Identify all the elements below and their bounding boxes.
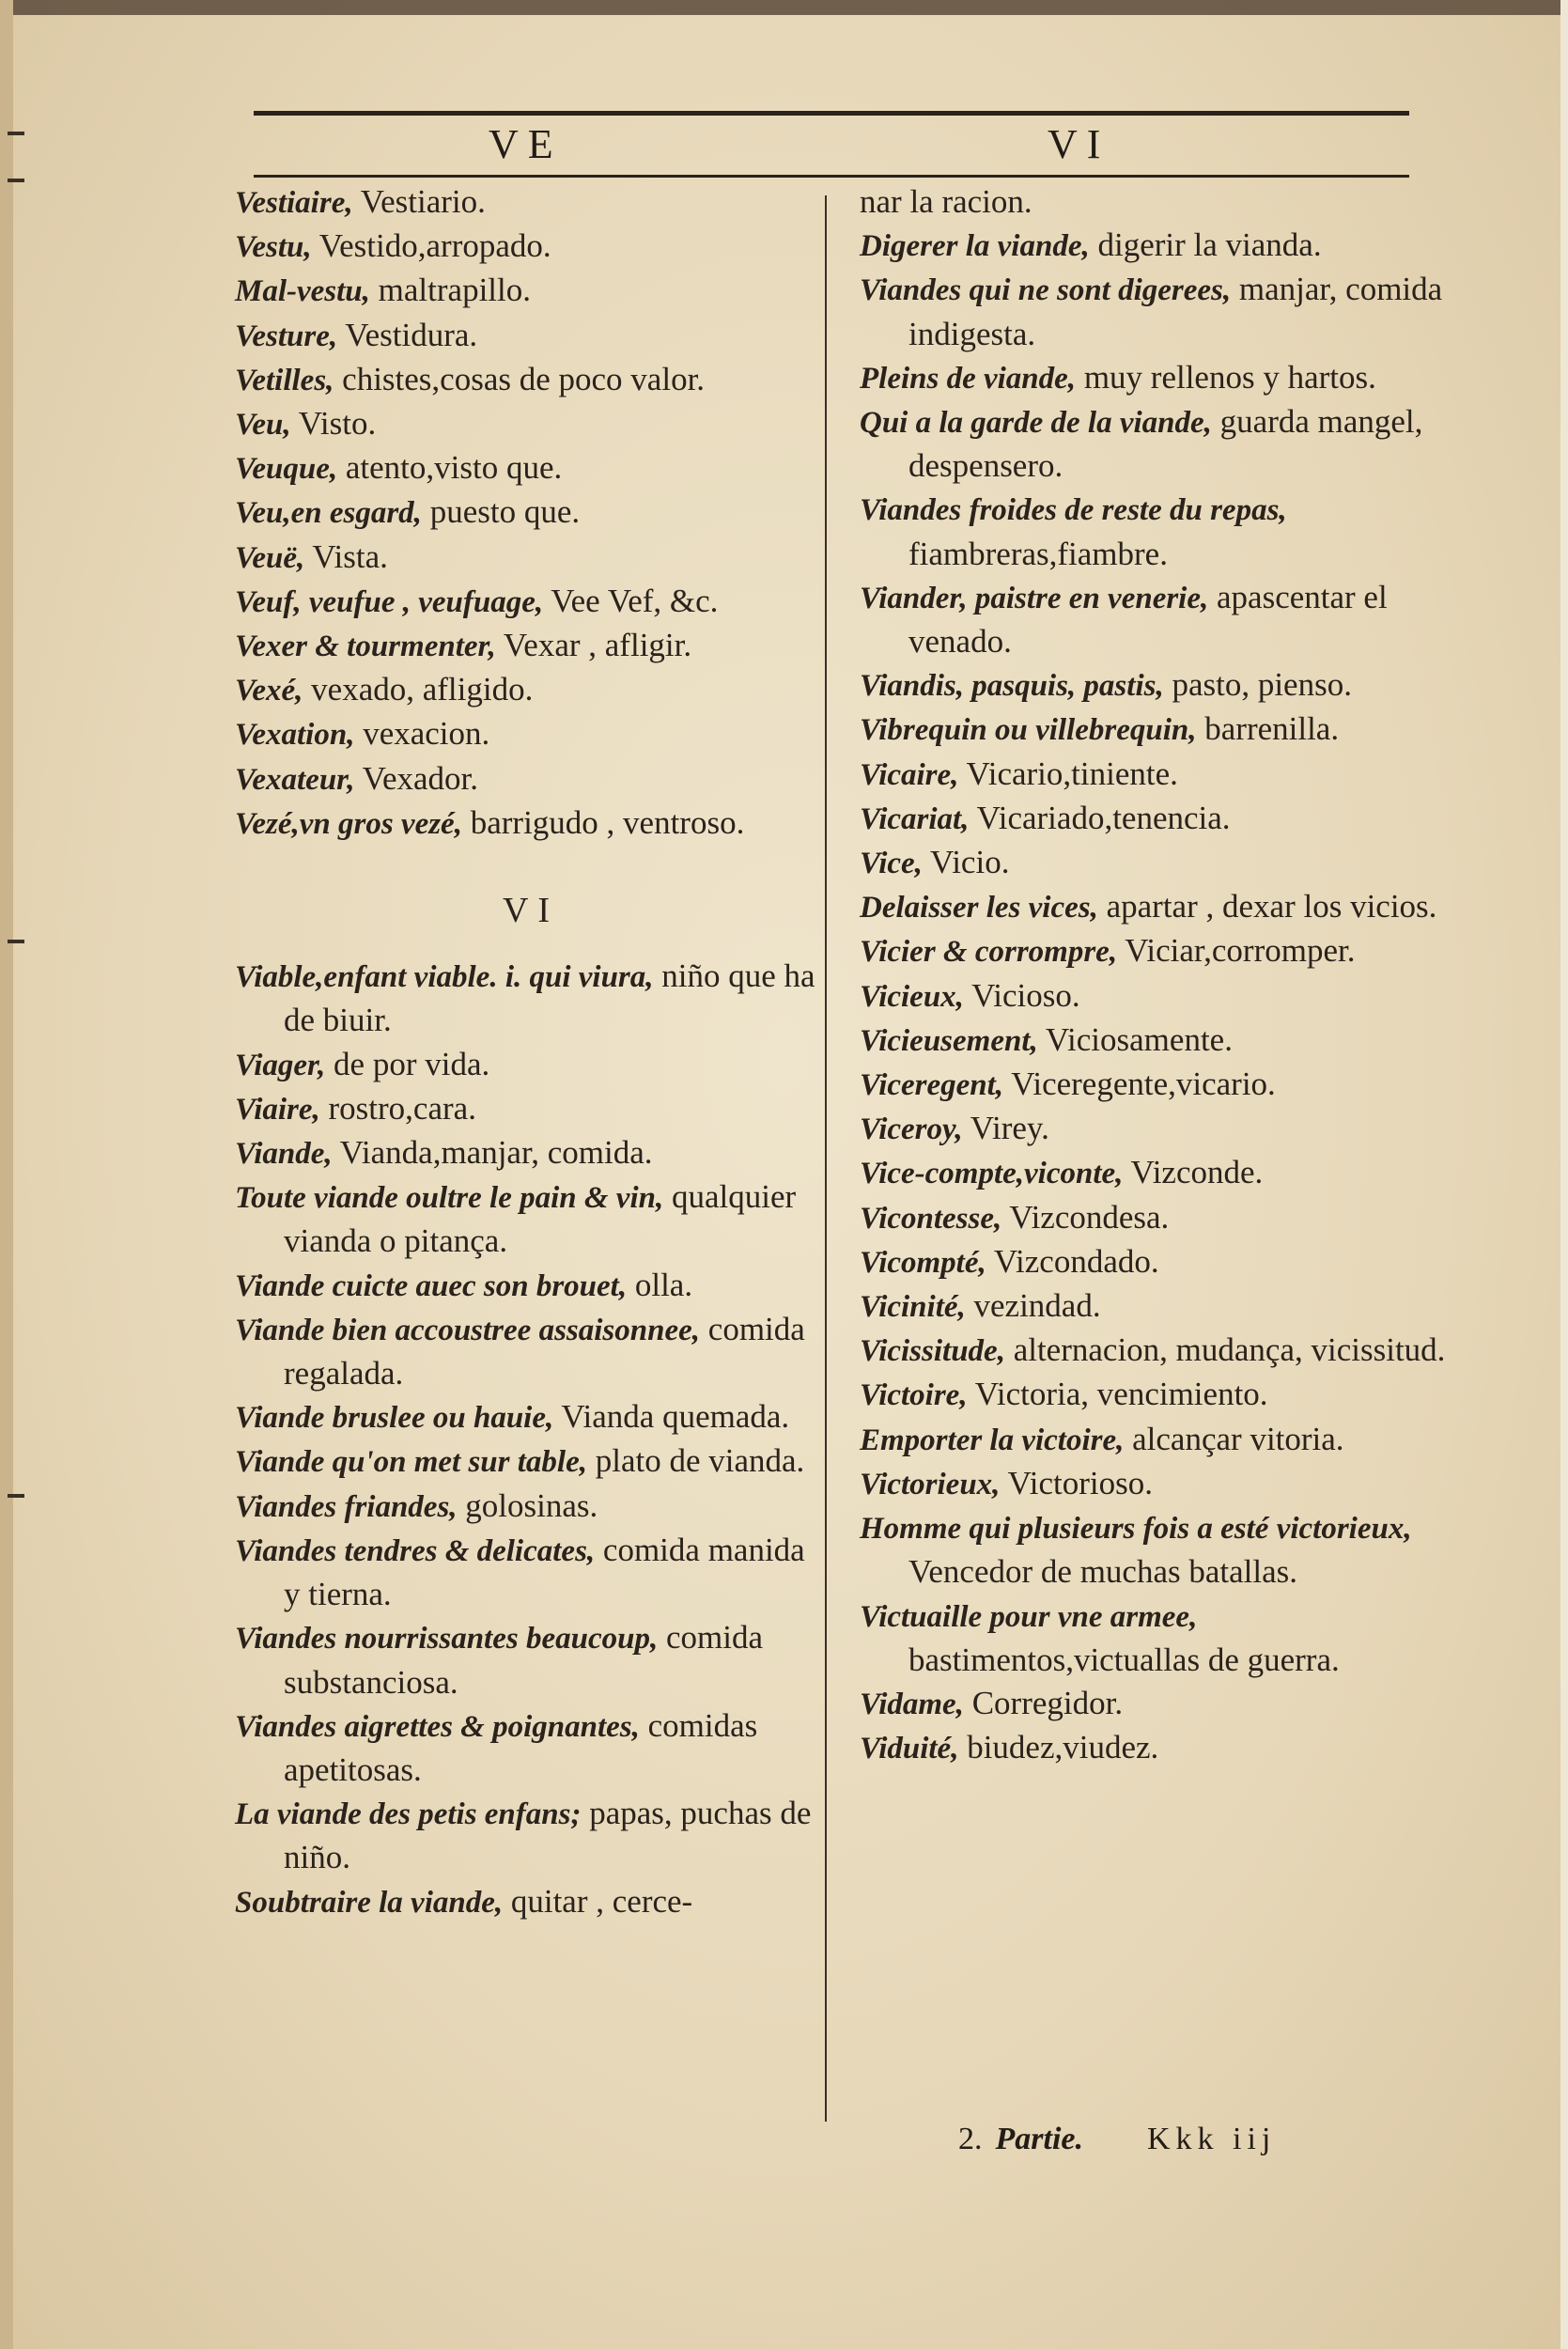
entry-translation: rostro,cara. [328, 1089, 476, 1127]
entry-translation: quitar , cerce- [510, 1882, 693, 1920]
entry-translation: Viciar,corromper. [1125, 932, 1356, 970]
entry-headword: Vezé,vn gros vezé, [235, 806, 462, 841]
entry-headword: Vestu, [235, 230, 312, 265]
page-right-edge [1560, 0, 1568, 2349]
entry-headword: Viager, [235, 1048, 326, 1082]
dictionary-entry [235, 580, 827, 624]
entry-translation: Vicario,tiniente. [966, 754, 1178, 792]
entry-translation: fiambreras,fiambre. [908, 535, 1168, 572]
entry-translation: barrigudo , ventroso. [470, 803, 745, 841]
entry-headword: Veuë, [235, 540, 305, 575]
dictionary-entry [860, 1373, 1461, 1417]
entry-translation: vexado, afligido. [311, 671, 534, 708]
entry-translation: comida regalada. [284, 1310, 805, 1392]
entry-headword: Viandes aigrettes & poignantes, [235, 1709, 640, 1744]
dictionary-entry [860, 1196, 1461, 1240]
entry-translation: Virey. [970, 1110, 1049, 1147]
dictionary-entry [235, 1087, 827, 1131]
entry-translation: Vicariado,tenencia. [976, 799, 1231, 836]
entry-headword: Vicieusement, [860, 1023, 1038, 1058]
entry-headword: Viandes tendres & delicates, [235, 1533, 596, 1568]
dictionary-entry [235, 1395, 827, 1439]
entry-translation: olla. [634, 1266, 693, 1303]
dictionary-entry [860, 1284, 1461, 1329]
running-head-right: VI [1048, 121, 1110, 167]
dictionary-entry [860, 1506, 1461, 1594]
section-heading-vi: VI [502, 891, 560, 931]
entry-translation: comidas apetitosas. [284, 1706, 758, 1788]
right-column [860, 180, 1461, 1770]
entry-headword: Veu,en esgard, [235, 496, 422, 531]
dictionary-entry [860, 180, 1461, 224]
header-rule-bottom [254, 175, 1409, 178]
entry-headword: Homme qui plusieurs fois a esté victorieux, [860, 1512, 1412, 1547]
dictionary-entry [235, 712, 827, 756]
page-top-edge [0, 0, 1568, 15]
entry-translation: golosinas. [465, 1486, 598, 1524]
dictionary-entry [860, 576, 1461, 663]
entry-translation: muy rellenos y hartos. [1083, 358, 1376, 396]
dictionary-entry [860, 708, 1461, 752]
dictionary-entry [235, 1043, 827, 1087]
dictionary-entry [860, 663, 1461, 708]
dictionary-entry [235, 536, 827, 580]
left-entries-vi [235, 955, 827, 1923]
entry-translation: puesto que. [429, 493, 581, 531]
entry-headword: Vexer & tourmenter, [235, 630, 496, 664]
entry-headword: Mal-vestu, [235, 274, 370, 309]
dictionary-entry [860, 400, 1461, 488]
entry-translation: Vicioso. [971, 976, 1080, 1014]
header-rule-top [254, 111, 1409, 116]
right-entries [860, 180, 1461, 1770]
entry-headword: Vice, [860, 847, 923, 881]
dictionary-entry [860, 974, 1461, 1019]
dictionary-entry [235, 269, 827, 313]
dictionary-entry [235, 801, 827, 846]
entry-headword: Viable,enfant viable. i. qui viura, [235, 960, 654, 995]
entry-headword: Viandes nourrissantes beaucoup, [235, 1622, 659, 1657]
dictionary-entry [860, 885, 1461, 929]
entry-translation: Vencedor de muchas batallas. [908, 1553, 1298, 1591]
entry-headword: Qui a la garde de la viande, [860, 406, 1212, 441]
dictionary-entry [235, 402, 827, 446]
entry-translation: alternacion, mudança, vicissitud. [1013, 1331, 1446, 1369]
entry-headword: Viduité, [860, 1732, 959, 1766]
entry-translation: Vianda quemada. [561, 1398, 790, 1436]
entry-headword: Vicieux, [860, 979, 964, 1014]
dictionary-entry [860, 1418, 1461, 1462]
entry-headword: Veuf, veufue , veufuage, [235, 584, 544, 619]
entry-translation: qualquier vianda o pitança. [284, 1178, 797, 1260]
dictionary-entry [235, 180, 827, 225]
entry-headword: Viaire, [235, 1092, 320, 1127]
entry-headword: Vicinité, [860, 1290, 966, 1325]
dictionary-entry [235, 358, 827, 402]
dictionary-entry [860, 1462, 1461, 1506]
entry-headword: Soubtraire la viande, [235, 1885, 504, 1920]
dictionary-entry [235, 1131, 827, 1175]
dictionary-entry [235, 1792, 827, 1879]
entry-translation: Vizcondesa. [1009, 1198, 1170, 1236]
entry-headword: Vice-compte,viconte, [860, 1157, 1124, 1191]
entry-translation: comida substanciosa. [284, 1619, 763, 1701]
entry-translation: vexacion. [363, 715, 490, 753]
dictionary-entry [860, 1726, 1461, 1770]
entry-headword: Vicaire, [860, 757, 959, 792]
dictionary-entry [860, 1329, 1461, 1373]
entry-translation: Vestido,arropado. [318, 227, 551, 265]
entry-translation: niño que ha de biuir. [284, 957, 815, 1039]
entry-translation: apartar , dexar los vicios. [1106, 888, 1437, 926]
entry-headword: Viandis, pasquis, pastis, [860, 669, 1164, 704]
dictionary-entry [860, 1595, 1461, 1682]
entry-headword: Vicissitude, [860, 1334, 1005, 1369]
entry-translation: bastimentos,victuallas de guerra. [908, 1641, 1340, 1678]
entry-headword: Pleins de viande, [860, 361, 1077, 396]
entry-headword: Viande bruslee ou hauie, [235, 1401, 554, 1436]
footer-part: Partie. [995, 2122, 1083, 2156]
entry-translation: guarda mangel, despensero. [908, 403, 1423, 485]
entry-headword: Delaisser les vices, [860, 891, 1098, 926]
dictionary-entry [235, 1175, 827, 1263]
entry-translation: manjar, comida indigesta. [908, 271, 1443, 352]
entry-headword: Veu, [235, 408, 291, 443]
entry-headword: Emporter la victoire, [860, 1423, 1125, 1457]
dictionary-entry [860, 268, 1461, 355]
entry-translation: Vee Vef, &c. [551, 582, 719, 619]
dictionary-entry [235, 1880, 827, 1924]
dictionary-entry [860, 929, 1461, 973]
dictionary-entry [235, 446, 827, 490]
entry-headword: Victoire, [860, 1378, 968, 1413]
entry-headword: Vexateur, [235, 762, 355, 797]
entry-headword: Viandes friandes, [235, 1489, 458, 1524]
entry-translation: biudez,viudez. [967, 1729, 1159, 1766]
entry-translation: Vestidura. [345, 316, 478, 353]
signature-mark: Kkk iij [1146, 2122, 1277, 2156]
entry-translation: Vizcondado. [993, 1242, 1159, 1280]
page-binding-edge [0, 0, 13, 2349]
entry-headword: Vesture, [235, 319, 338, 353]
entry-headword: Digerer la viande, [860, 229, 1090, 264]
entry-translation: Vizconde. [1130, 1154, 1264, 1191]
dictionary-entry [860, 356, 1461, 400]
entry-translation: alcançar vitoria. [1132, 1420, 1344, 1457]
dictionary-entry [860, 1682, 1461, 1726]
entry-headword: Viandes qui ne sont digerees, [860, 273, 1232, 308]
entry-translation: maltrapillo. [378, 272, 531, 309]
dictionary-entry [235, 757, 827, 801]
entry-headword: Vestiaire, [235, 186, 353, 220]
entry-headword: Vetilles, [235, 363, 334, 397]
entry-translation: de por vida. [334, 1045, 490, 1082]
entry-translation: comida manida y tierna. [284, 1531, 805, 1613]
entry-headword: La viande des petis enfans; [235, 1797, 582, 1832]
entry-translation: apascentar el venado. [908, 578, 1388, 661]
dictionary-entry [235, 1264, 827, 1308]
entry-translation: Victorioso. [1007, 1464, 1153, 1501]
entry-translation: barrenilla. [1204, 710, 1340, 748]
entry-headword: Viceroy, [860, 1112, 963, 1147]
dictionary-entry [235, 1704, 827, 1792]
entry-translation: digerir la vianda. [1097, 226, 1322, 264]
dictionary-entry [235, 1308, 827, 1395]
dictionary-entry [860, 224, 1461, 268]
footer-number: 2. [958, 2122, 983, 2156]
dictionary-entry [860, 1107, 1461, 1151]
entry-headword: Vicompté, [860, 1245, 986, 1280]
entry-headword: Vidame, [860, 1687, 964, 1721]
entry-translation: Vestiario. [360, 183, 486, 220]
page-footer [958, 2122, 1276, 2157]
entry-translation: pasto, pienso. [1172, 666, 1352, 704]
dictionary-entry [860, 753, 1461, 797]
entry-translation: Victoria, vencimiento. [974, 1376, 1268, 1413]
entry-translation: atento,visto que. [345, 449, 563, 487]
entry-translation: nar la racion. [860, 183, 1032, 220]
entry-translation: papas, puchas de niño. [284, 1795, 812, 1876]
entry-headword: Vicariat, [860, 801, 970, 836]
entry-translation: Corregidor. [971, 1684, 1124, 1721]
dictionary-entry [235, 225, 827, 269]
entry-headword: Victuaille pour vne armee, [860, 1599, 1198, 1634]
dictionary-entry [235, 1529, 827, 1616]
entry-translation: Vista. [312, 537, 388, 575]
dictionary-entry [235, 624, 827, 668]
entry-headword: Viande, [235, 1137, 333, 1172]
entry-headword: Veuque, [235, 452, 338, 487]
dictionary-entry [860, 1019, 1461, 1063]
entry-headword: Viander, paistre en venerie, [860, 581, 1209, 615]
entry-headword: Vexé, [235, 674, 303, 708]
dictionary-entry [235, 314, 827, 358]
dictionary-entry [235, 668, 827, 712]
entry-translation: Vicio. [930, 844, 1010, 881]
entry-headword: Viandes froides de reste du repas, [860, 493, 1287, 528]
dictionary-entry [860, 1151, 1461, 1195]
entry-headword: Viande bien accoustree assaisonnee, [235, 1313, 701, 1347]
dictionary-entry [235, 955, 827, 1042]
dictionary-entry [235, 1485, 827, 1529]
entry-translation: chistes,cosas de poco valor. [342, 360, 706, 397]
dictionary-entry [235, 1439, 827, 1484]
dictionary-entry [860, 1240, 1461, 1284]
entry-translation: vezindad. [973, 1287, 1101, 1325]
entry-headword: Victorieux, [860, 1467, 1001, 1501]
entry-translation: Vexador. [362, 759, 479, 797]
entry-headword: Viceregent, [860, 1068, 1004, 1103]
entry-headword: Viande cuicte auec son brouet, [235, 1268, 628, 1303]
dictionary-entry [860, 797, 1461, 841]
entry-headword: Vicier & corrompre, [860, 935, 1118, 970]
left-entries-ve [235, 180, 827, 846]
entry-translation: Vianda,manjar, comida. [339, 1134, 653, 1172]
entry-headword: Vicontesse, [860, 1201, 1002, 1236]
entry-headword: Toute viande oultre le pain & vin, [235, 1181, 664, 1216]
entry-translation: Viciosamente. [1045, 1020, 1233, 1058]
dictionary-entry [860, 488, 1461, 575]
dictionary-entry [235, 490, 827, 535]
running-head-left: VE [489, 121, 563, 167]
entry-translation: Viceregente,vicario. [1011, 1066, 1276, 1103]
dictionary-entry [860, 1063, 1461, 1107]
entry-headword: Vexation, [235, 718, 355, 753]
entry-translation: plato de vianda. [595, 1442, 805, 1480]
entry-translation: Vexar , afligir. [503, 627, 692, 664]
entry-headword: Viande qu'on met sur table, [235, 1445, 587, 1480]
entry-headword: Vibrequin ou villebrequin, [860, 713, 1197, 748]
entry-translation: Visto. [298, 405, 377, 443]
dictionary-entry [235, 1616, 827, 1703]
left-column [235, 180, 827, 1924]
dictionary-entry [860, 841, 1461, 885]
